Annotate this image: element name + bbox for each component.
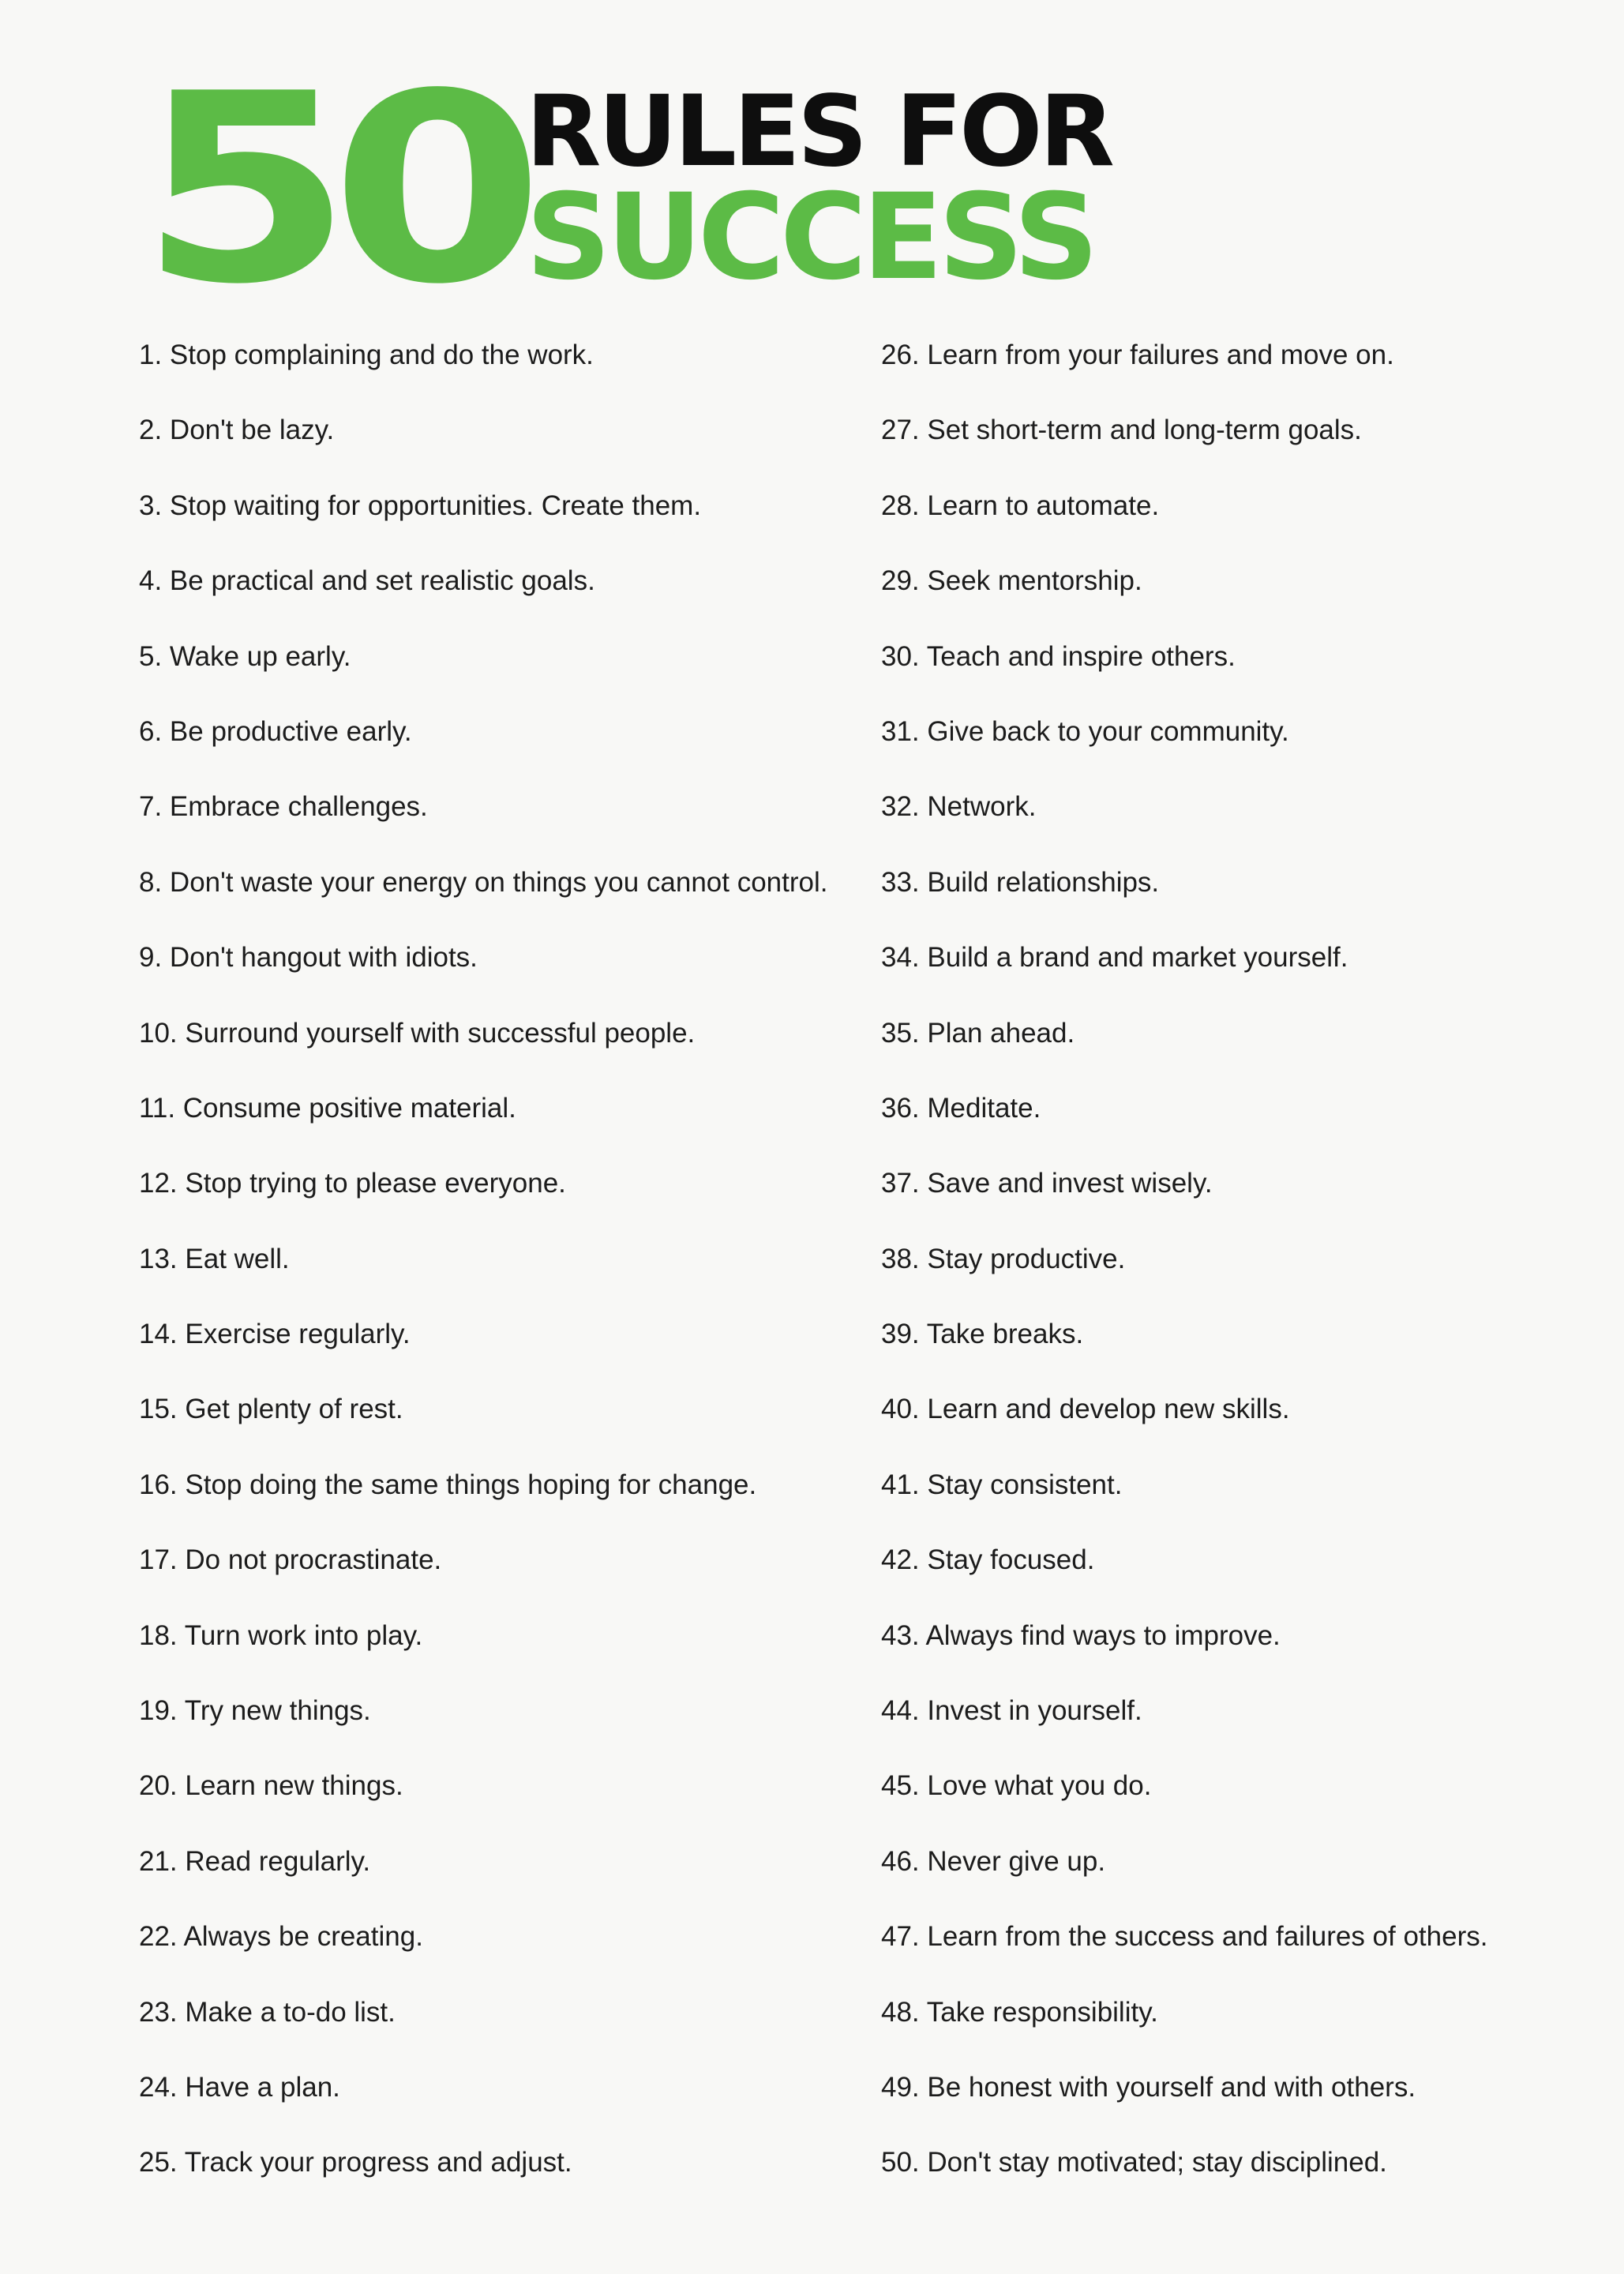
rule-item: 28. Learn to automate. [881,490,1160,521]
rule-item: 5. Wake up early. [139,640,351,672]
rule-item: 10. Surround yourself with successful people. [139,1017,696,1049]
title-success: SUCCESS [526,169,1094,306]
rule-item: 8. Don't waste your energy on things you cannot control. [139,866,828,898]
rule-item: 7. Embrace challenges. [139,791,428,823]
rules-list-left [139,338,827,2221]
rule-item: 29. Seek mentorship. [881,565,1142,597]
rule-item: 16. Stop doing the same things hoping for change. [139,1469,757,1500]
rule-item: 9. Don't hangout with idiots. [139,942,478,974]
rule-item: 36. Meditate. [881,1092,1041,1124]
rule-item: 39. Take breaks. [881,1319,1084,1350]
rule-item: 33. Build relationships. [881,866,1160,898]
rule-item: 32. Network. [881,791,1037,823]
rule-item: 47. Learn from the success and failures of others. [881,1921,1488,1953]
rule-item: 4. Be practical and set realistic goals. [139,565,595,597]
rule-item: 6. Be productive early. [139,715,412,747]
rule-item: 17. Do not procrastinate. [139,1544,442,1576]
rule-item: 30. Teach and inspire others. [881,640,1236,672]
rule-item: 41. Stay consistent. [881,1469,1123,1500]
rule-item: 2. Don't be lazy. [139,415,335,446]
rule-item: 40. Learn and develop new skills. [881,1394,1290,1425]
rule-item: 18. Turn work into play. [139,1619,423,1651]
rule-item: 20. Learn new things. [139,1770,403,1802]
rule-item: 31. Give back to your community. [881,715,1289,747]
rule-item: 11. Consume positive material. [139,1092,516,1124]
rule-item: 37. Save and invest wisely. [881,1168,1213,1199]
rule-item: 43. Always find ways to improve. [881,1619,1281,1651]
rule-item: 21. Read regularly. [139,1845,371,1877]
rule-item: 49. Be honest with yourself and with others. [881,2071,1416,2103]
rule-item: 27. Set short-term and long-term goals. [881,415,1362,446]
rule-item: 44. Invest in yourself. [881,1695,1142,1727]
rule-item: 25. Track your progress and adjust. [139,2147,572,2178]
rule-item: 13. Eat well. [139,1243,290,1274]
rule-item: 42. Stay focused. [881,1544,1095,1576]
big-number-50: 50 [139,38,523,341]
rule-item: 48. Take responsibility. [881,1996,1158,2028]
rule-item: 12. Stop trying to please everyone. [139,1168,566,1199]
title-rules-for: RULES FOR [526,75,1112,189]
rule-item: 15. Get plenty of rest. [139,1394,403,1425]
rule-item: 34. Build a brand and market yourself. [881,942,1348,974]
rule-item: 19. Try new things. [139,1695,371,1727]
rule-item: 22. Always be creating. [139,1921,423,1953]
rule-item: 24. Have a plan. [139,2071,340,2103]
rule-item: 45. Love what you do. [881,1770,1152,1802]
rule-item: 26. Learn from your failures and move on. [881,340,1394,370]
rule-item: 35. Plan ahead. [881,1017,1075,1049]
rule-item: 23. Make a to-do list. [139,1996,396,2028]
rule-item: 14. Exercise regularly. [139,1319,411,1350]
rules-list-right [881,338,1487,2221]
rule-item: 46. Never give up. [881,1845,1106,1877]
rule-item: 38. Stay productive. [881,1243,1126,1274]
rule-item: 3. Stop waiting for opportunities. Create them. [139,490,702,521]
rule-item: 1. Stop complaining and do the work. [139,340,594,370]
rule-item: 50. Don't stay motivated; stay disciplined. [881,2147,1387,2178]
